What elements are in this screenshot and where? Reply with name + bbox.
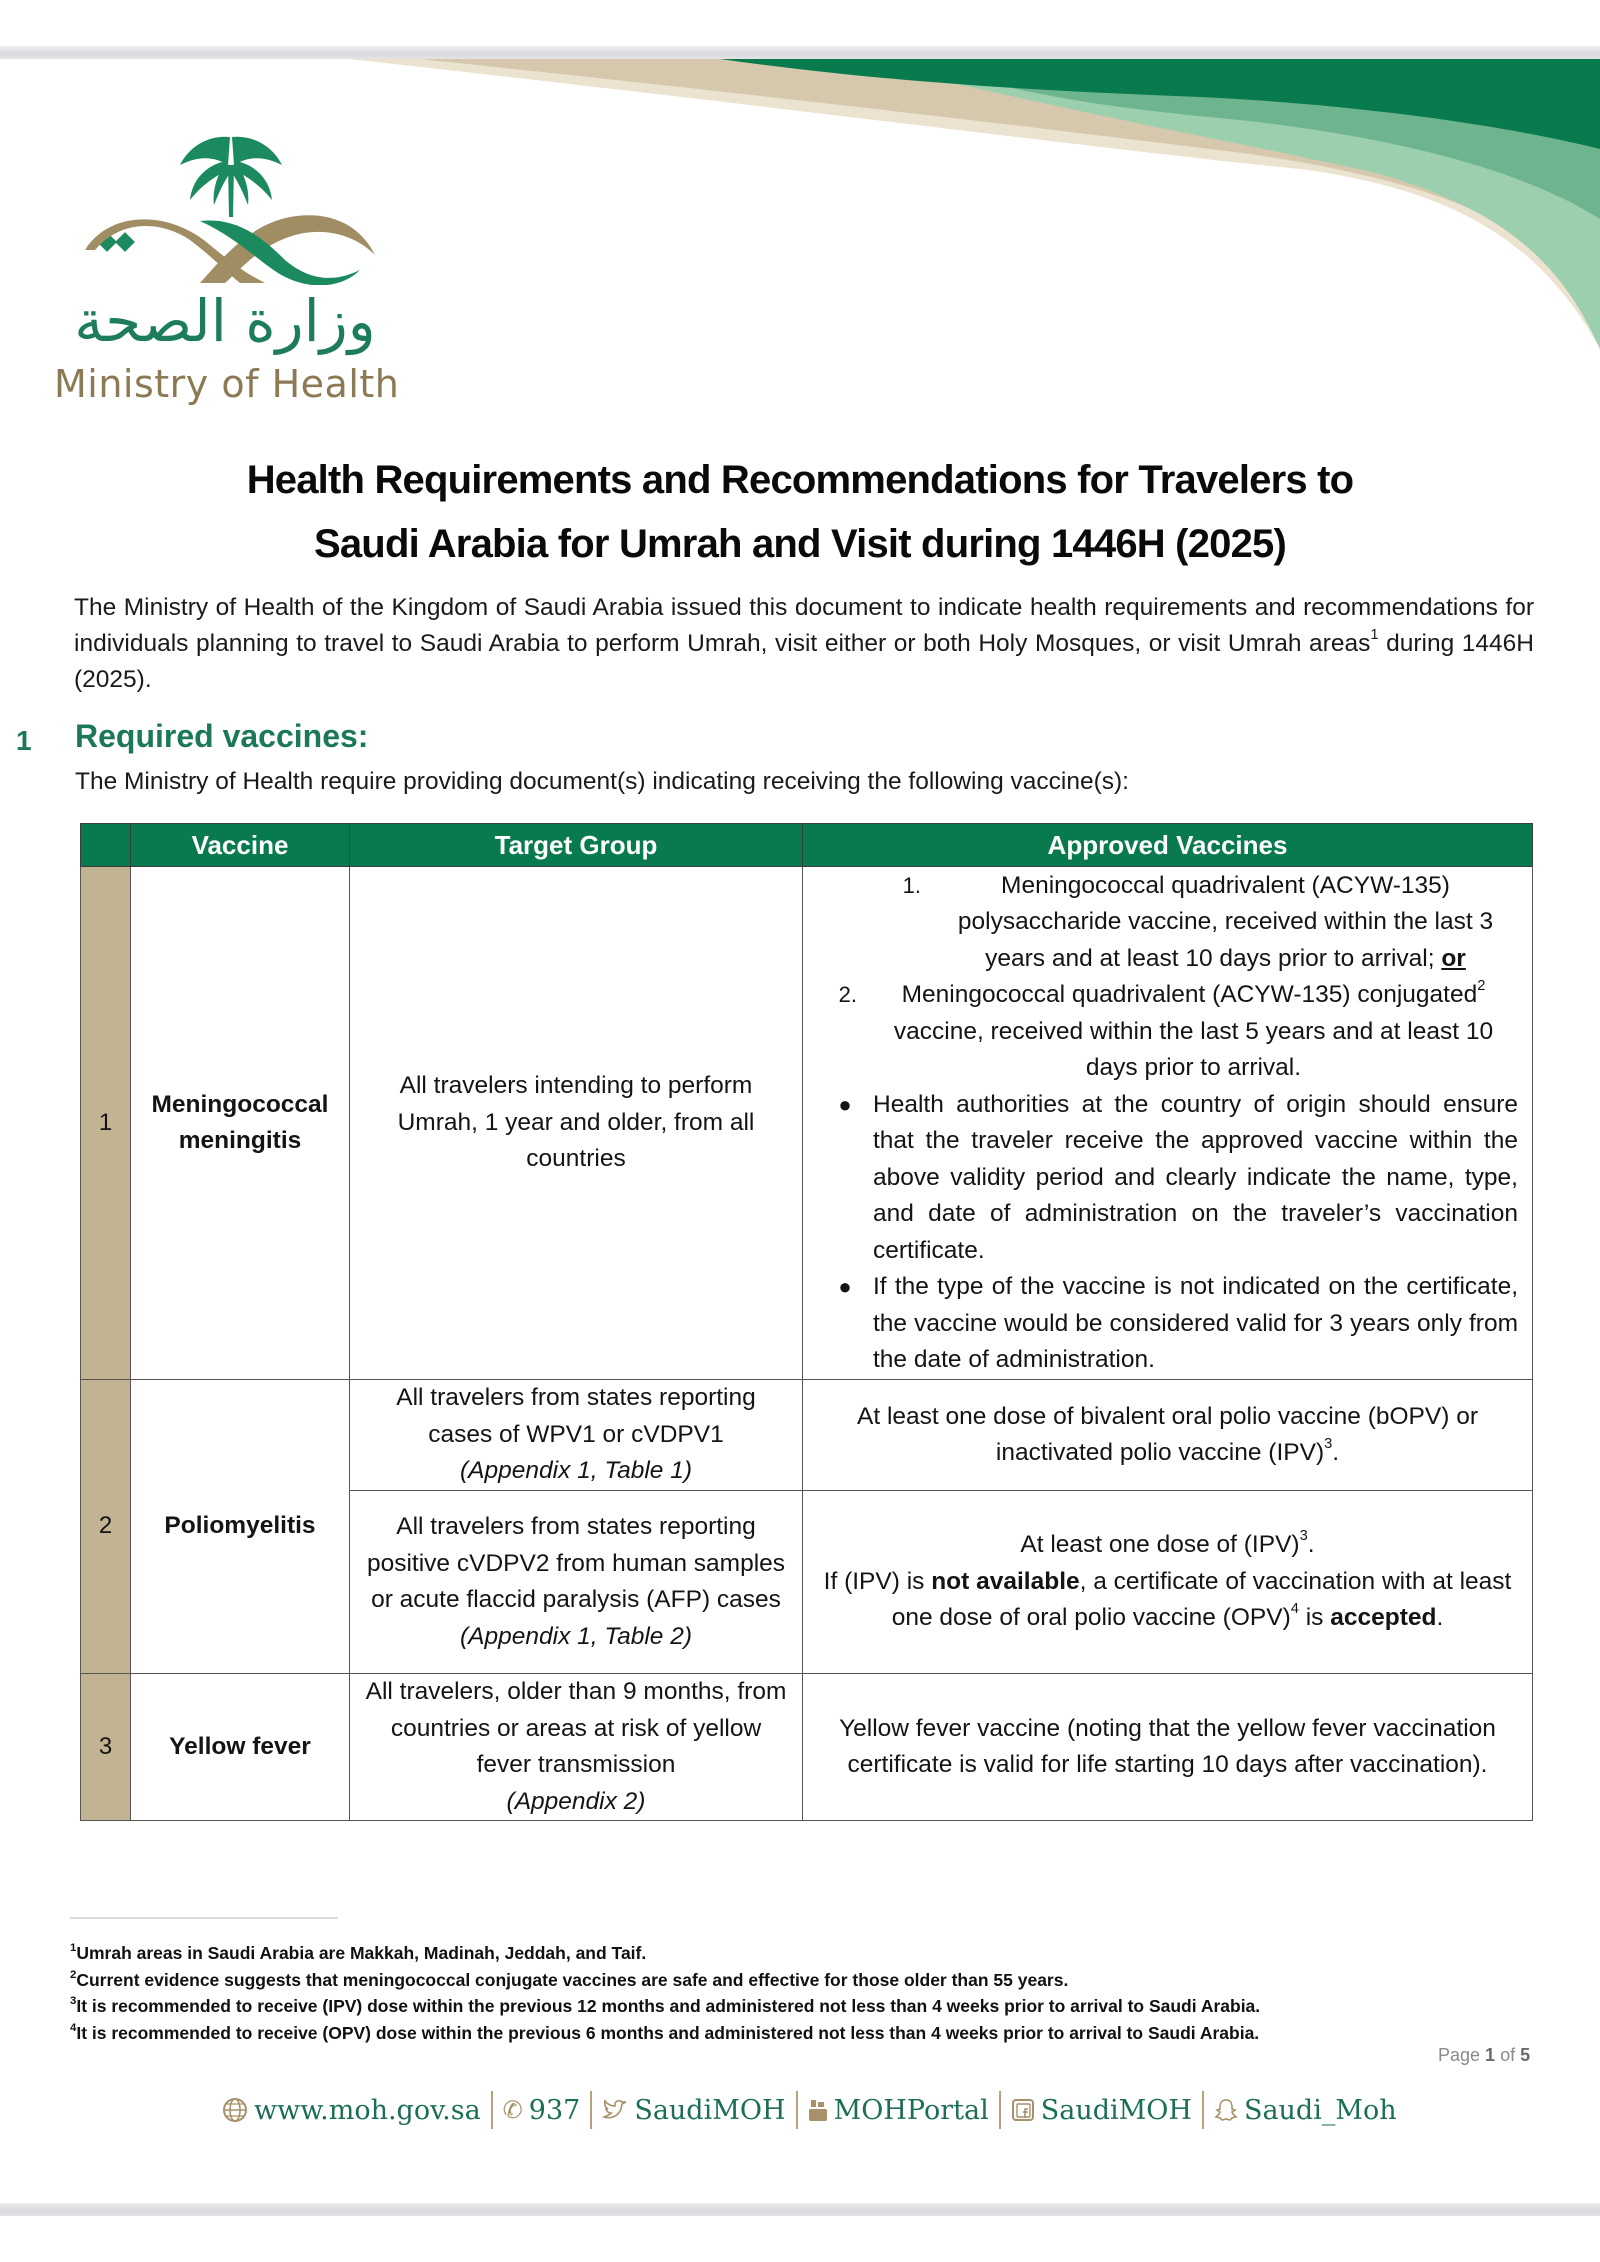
snapchat-handle[interactable]: Saudi_Moh [1243,2094,1397,2126]
section-number: 1 [16,725,32,756]
snapchat-icon [1214,2098,1238,2122]
vaccine-name: Meningococcal meningitis [131,867,350,1380]
table-header-row [81,824,1533,867]
appendix-reference: (Appendix 1, Table 2) [460,1622,692,1650]
approved-vaccines [803,867,1533,1380]
palm-emblem-icon [50,125,410,285]
ministry-logo [50,125,410,415]
intro-paragraph: The Ministry of Health of the Kingdom of Saudi Arabia issued this document to indicate health requirements and recommendations for individuals planning to travel to Saudi Arabia to perform Umrah, visit either or both Holy Mosques, or visit Umrah areas$^1$ during 1446H (2025). [74,594,1534,693]
table-row [81,1674,1533,1821]
header-target-group: Target Group [350,824,803,867]
note-item: ● Health authorities at the country of origin should ensure that the traveler receive the approved vaccine within the above validity period and clearly indicate the name, type, and date of administration on the traveler’s vaccination certificate. [817,1087,1518,1270]
document-title [0,448,1600,576]
footnote-1: $^1$Umrah areas in Saudi Arabia are Makkah, Madinah, Jeddah, and Taif. [70,1942,647,1963]
table-row [81,1380,1533,1491]
or-emphasis: or [1441,944,1466,972]
appendix-reference: (Appendix 1, Table 1) [460,1457,692,1485]
globe-icon [222,2097,248,2123]
row-number: 2 [81,1380,131,1674]
header-number [81,824,131,867]
vaccine-name: Yellow fever [131,1674,350,1821]
section-heading: Required vaccines: [75,718,369,754]
twitter-handle[interactable]: SaudiMOH [634,2094,786,2126]
section-lead-text: The Ministry of Health require providing document(s) indicating receiving the following vaccine(s): [75,768,1129,795]
youtube-channel[interactable]: MOHPortal [833,2094,989,2126]
footnote-2: $^2$Current evidence suggests that meningococcal conjugate vaccines are safe and effective for those older than 55 years. [70,1968,1069,1990]
footnote-3: $^3$It is recommended to receive (IPV) dose within the previous 12 months and administered not less than 4 weeks prior to arrival to Saudi Arabia. [70,1995,1261,2016]
divider [796,2091,798,2129]
footnote-ref: 1 [1370,626,1379,643]
approved-vaccines: At least one dose of bivalent oral polio vaccine (bOPV) or inactivated polio vaccine (IPV)$^3$. [803,1380,1533,1491]
header-approved-vaccines: Approved Vaccines [803,824,1533,867]
footnote-ref: 3 [1324,1435,1333,1452]
logo-english-name: Ministry of Health [54,362,400,406]
appendix-reference: (Appendix 2) [506,1787,646,1815]
website-link[interactable]: www.moh.gov.sa [254,2094,481,2126]
approved-option-2: 2. Meningococcal quadrivalent (ACYW-135) conjugated$^2$ vaccine, received within the last 5 years and at least 10 days prior to arrival. [838,977,1494,1081]
footnotes [70,1940,1470,2046]
top-page-edge [0,46,1600,59]
bullet-icon: ● [838,1274,852,1299]
approved-vaccines: At least one dose of (IPV)$^3$. If (IPV) is not available, a certificate of vaccination with at least one dose of oral polio vaccine (OPV)$^4$ is accepted. [803,1491,1533,1674]
youtube-icon [808,2098,828,2122]
vaccine-name: Poliomyelitis [131,1380,350,1674]
vaccines-table [80,823,1533,1821]
header-vaccine: Vaccine [131,824,350,867]
table-row [81,867,1533,1380]
target-group: All travelers from states reporting positive cVDPV2 from human samples or acute flaccid paralysis (AFP) cases (Appendix 1, Table 2) [350,1491,803,1674]
approved-notes [817,1087,1518,1379]
title-line-2: Saudi Arabia for Umrah and Visit during 1446H (2025) [313,522,1286,566]
footnote-ref: 3 [1299,1528,1308,1545]
footer-contact-bar [222,2090,1397,2130]
approved-vaccines: Yellow fever vaccine (noting that the yellow fever vaccination certificate is valid for life starting 10 days after vaccination). [803,1674,1533,1821]
divider [590,2091,592,2129]
facebook-icon [1011,2098,1035,2122]
bottom-page-edge [0,2203,1600,2216]
footnote-separator [70,1917,338,1919]
footnote-4: $^4$It is recommended to receive (OPV) dose within the previous 6 months and administered not less than 4 weeks prior to arrival to Saudi Arabia. [70,2021,1260,2043]
phone-number[interactable]: 937 [528,2094,581,2126]
footnote-ref: 2 [1477,977,1486,994]
divider [491,2091,493,2129]
logo-arabic-name: وزارة الصحة [74,287,376,355]
divider [999,2091,1001,2129]
title-line-1: Health Requirements and Recommendations for Travelers to [246,458,1354,502]
twitter-icon [602,2099,628,2121]
page-number: Page 1 of 5 [1438,2045,1531,2065]
facebook-page[interactable]: SaudiMOH [1040,2094,1192,2126]
footnote-ref: 4 [1290,1601,1299,1618]
phone-icon: ✆ [502,2096,523,2124]
divider [1202,2091,1204,2129]
row-number: 3 [81,1674,131,1821]
row-number: 1 [81,867,131,1380]
approved-option-1: 1. Meningococcal quadrivalent (ACYW-135) polysaccharide vaccine, received within the last 3 years and at least 10 days prior to arrival; or [902,871,1494,972]
target-group: All travelers intending to perform Umrah, 1 year and older, from all countries [350,867,803,1380]
target-group: All travelers from states reporting cases of WPV1 or cVDPV1 (Appendix 1, Table 1) [350,1380,803,1491]
target-group: All travelers, older than 9 months, from countries or areas at risk of yellow fever transmission (Appendix 2) [350,1674,803,1821]
bullet-icon: ● [838,1091,852,1117]
note-item: ● If the type of the vaccine is not indicated on the certificate, the vaccine would be considered valid for 3 years only from the date of administration. [817,1269,1518,1379]
